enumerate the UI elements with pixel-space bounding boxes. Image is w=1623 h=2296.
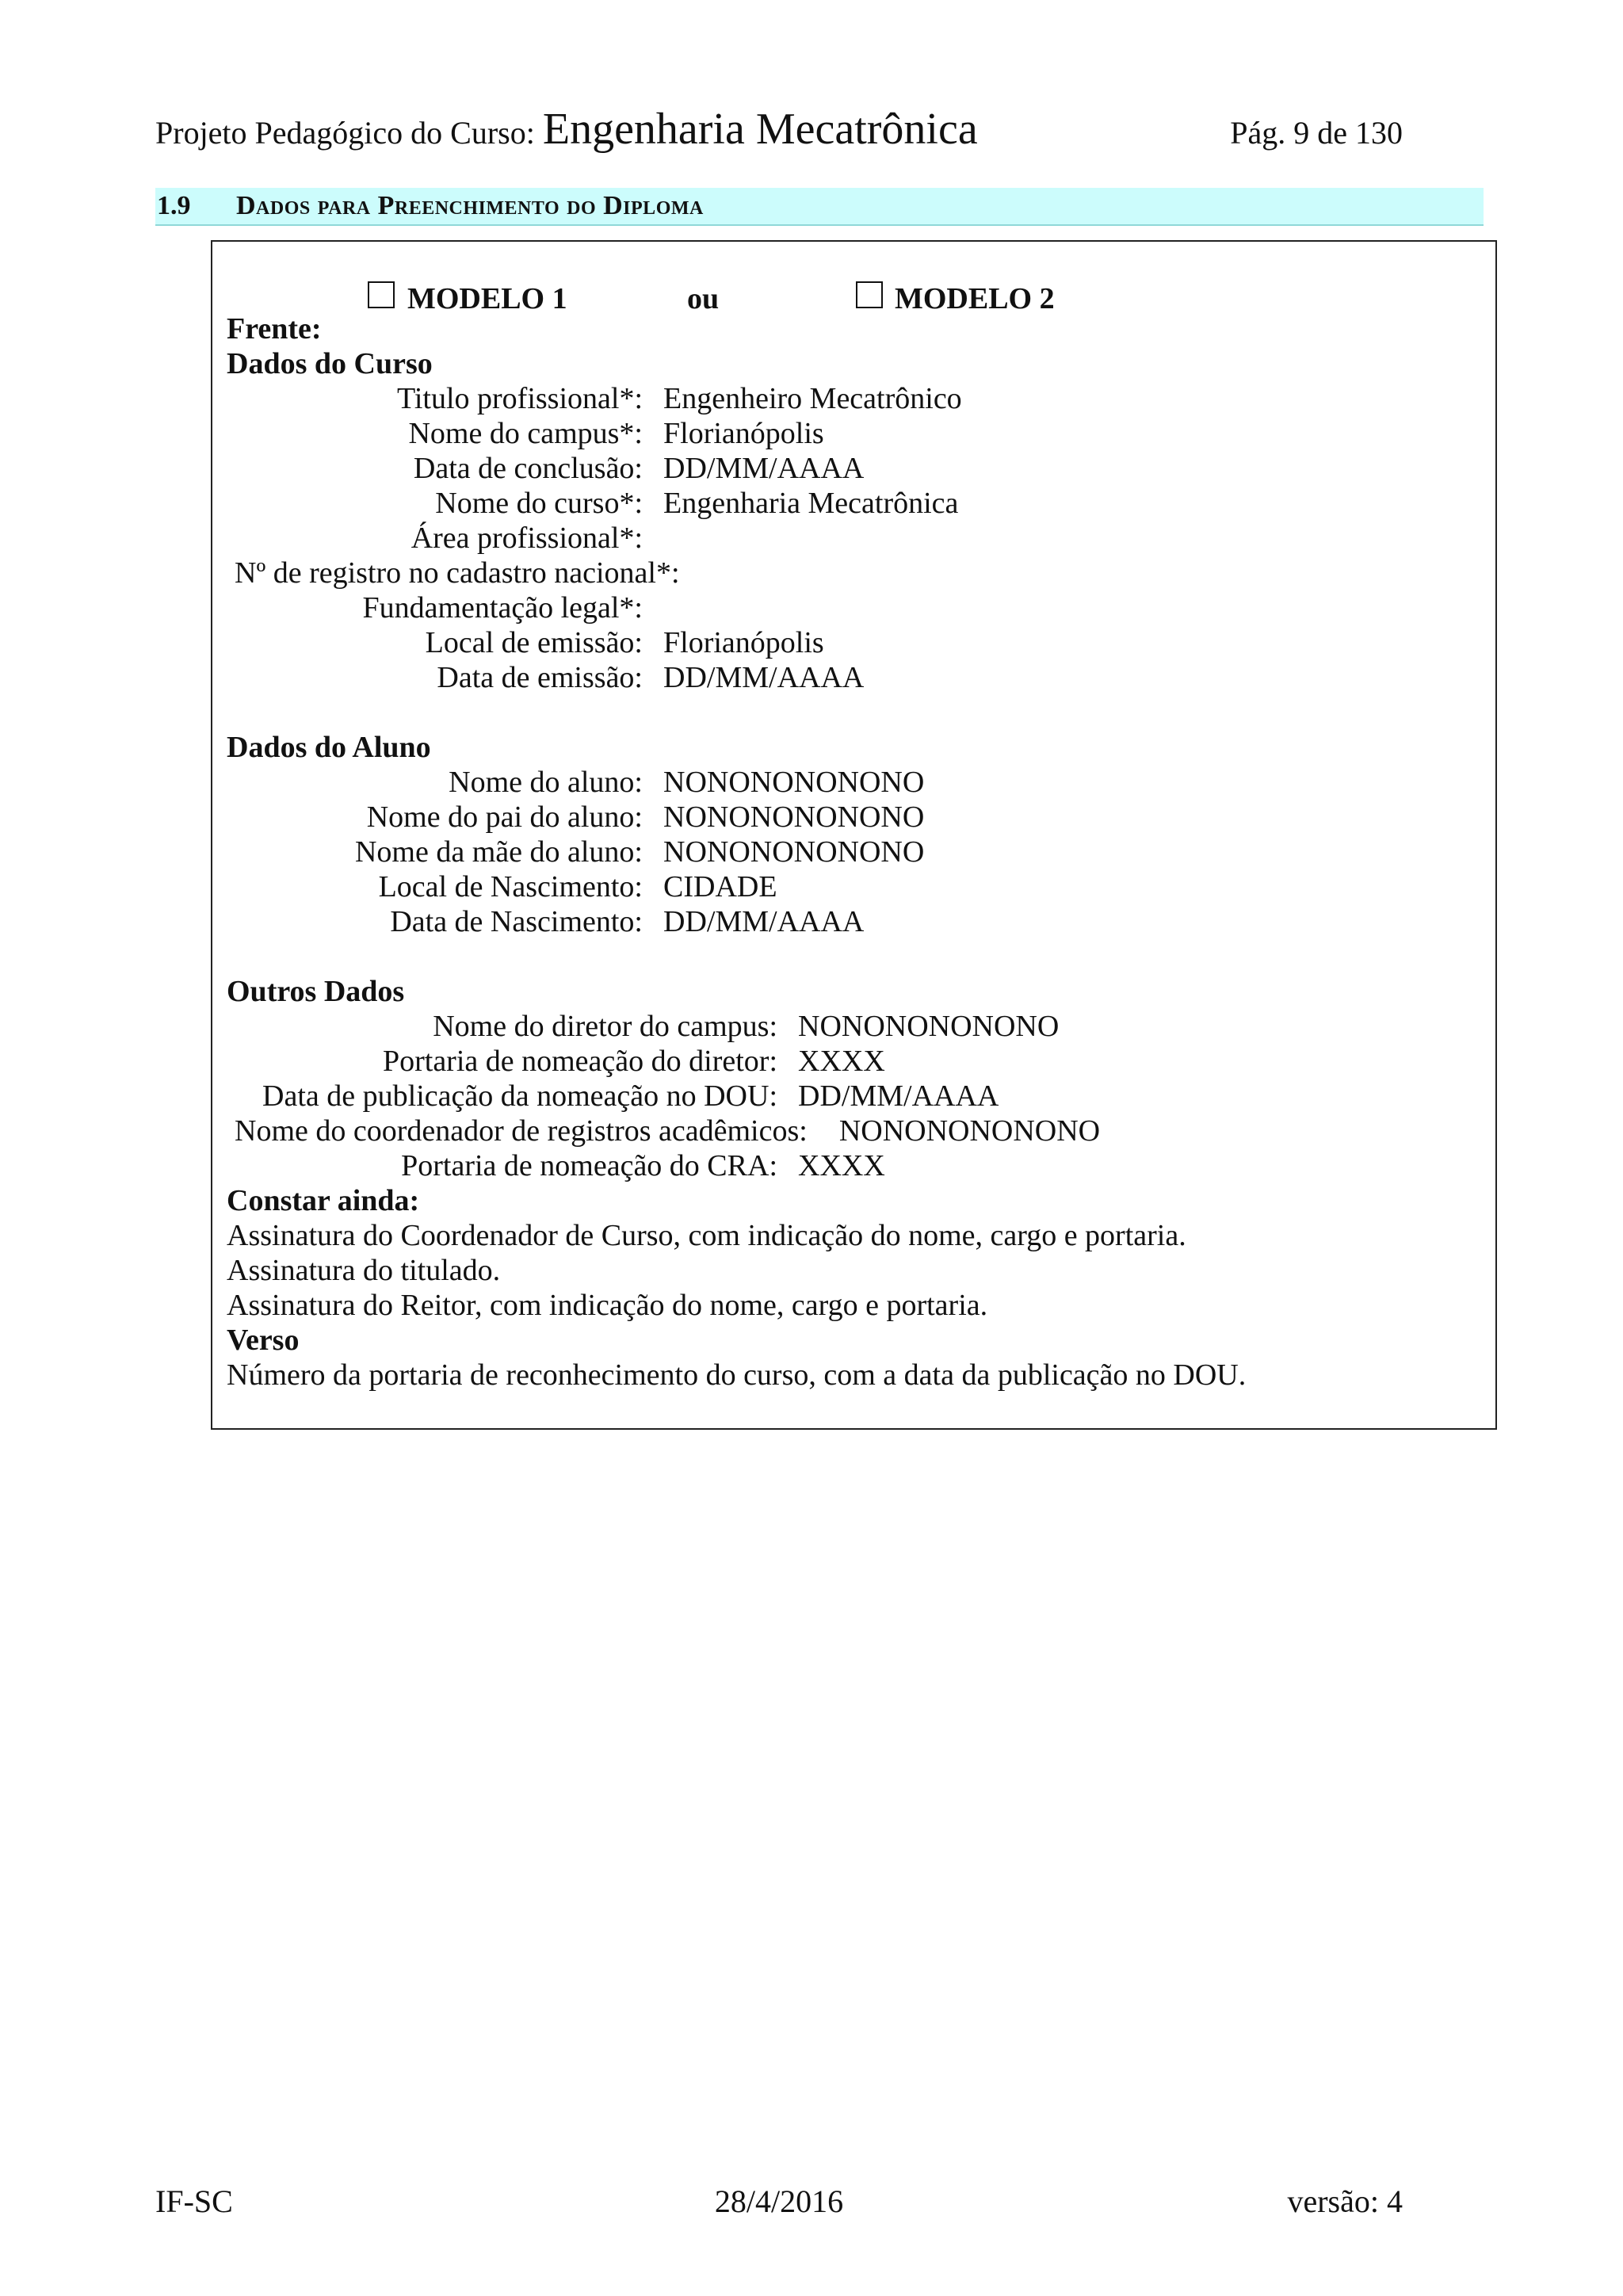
aluno-heading: Dados do Aluno xyxy=(227,731,431,764)
field-row xyxy=(227,660,1481,695)
footer-institution: IF-SC xyxy=(155,2183,233,2219)
verso-line: Número da portaria de reconhecimento do curso, com a data da publicação no DOU. xyxy=(227,1358,1247,1392)
field-row xyxy=(227,1114,1481,1148)
field-label: Nome do curso*: xyxy=(435,487,643,520)
field-value: Engenheiro Mecatrônico xyxy=(663,382,962,415)
field-row xyxy=(227,625,1481,660)
field-label: Portaria de nomeação do diretor: xyxy=(382,1045,777,1078)
field-label: Nome da mãe do aluno: xyxy=(354,835,643,869)
verso-heading: Verso xyxy=(227,1324,300,1357)
field-value xyxy=(643,521,663,556)
field-row xyxy=(227,904,1481,939)
spacer xyxy=(227,939,1481,974)
field-value: NONONONONONO xyxy=(663,835,925,869)
field-value: NONONONONONO xyxy=(663,800,925,834)
field-label: Nome do coordenador de registros acadêmicos: xyxy=(235,1114,808,1148)
course-name: Engenharia Mecatrônica xyxy=(542,105,978,154)
field-label: Data de emissão: xyxy=(437,661,643,694)
field-label: Nome do campus*: xyxy=(408,417,643,450)
field-label: Nº de registro no cadastro nacional*: xyxy=(235,556,680,590)
field-row xyxy=(227,1009,1481,1044)
field-label: Data de Nascimento: xyxy=(390,905,643,938)
header-title xyxy=(155,105,978,157)
model-2-checkbox[interactable] xyxy=(856,281,883,308)
field-row xyxy=(227,556,1481,590)
field-label: Local de emissão: xyxy=(425,626,643,659)
field-value: NONONONONONO xyxy=(838,1114,1101,1148)
field-label: Data de conclusão: xyxy=(413,452,643,485)
project-label: Projeto Pedagógico do Curso: xyxy=(155,115,535,151)
field-row xyxy=(227,800,1481,835)
field-label: Área profissional*: xyxy=(411,521,643,555)
field-row xyxy=(227,835,1481,869)
field-value: Engenharia Mecatrônica xyxy=(663,487,959,520)
field-value xyxy=(643,590,663,625)
constar-line: Assinatura do Coordenador de Curso, com indicação do nome, cargo e portaria. xyxy=(227,1219,1186,1252)
front-label: Frente: xyxy=(227,312,322,346)
page-number: Pág. 9 de 130 xyxy=(1230,115,1403,151)
page-header xyxy=(155,94,1403,157)
field-label: Fundamentação legal*: xyxy=(362,591,643,625)
model-2-label: MODELO 2 xyxy=(895,282,1055,315)
footer-version: versão: 4 xyxy=(1287,2183,1403,2219)
field-label: Local de Nascimento: xyxy=(378,870,643,904)
field-row xyxy=(227,590,1481,625)
model-1-checkbox[interactable] xyxy=(368,281,395,308)
field-row xyxy=(227,1148,1481,1183)
field-value: NONONONONONO xyxy=(798,1010,1060,1043)
curso-heading: Dados do Curso xyxy=(227,347,433,380)
constar-heading: Constar ainda: xyxy=(227,1184,420,1217)
field-value: CIDADE xyxy=(663,870,777,904)
field-value: Florianópolis xyxy=(663,626,824,659)
model-1-label: MODELO 1 xyxy=(407,282,567,315)
field-label: Data de publicação da nomeação no DOU: xyxy=(262,1079,777,1113)
constar-line: Assinatura do titulado. xyxy=(227,1254,501,1287)
diploma-data-box xyxy=(211,240,1497,1430)
or-label: ou xyxy=(687,282,720,315)
field-row xyxy=(227,416,1481,451)
footer-date: 28/4/2016 xyxy=(714,2183,844,2219)
field-value: Florianópolis xyxy=(663,417,824,450)
field-row xyxy=(227,869,1481,904)
spacer xyxy=(227,695,1481,730)
field-value: XXXX xyxy=(798,1149,885,1182)
field-value: DD/MM/AAAA xyxy=(663,661,865,694)
field-value: XXXX xyxy=(798,1045,885,1078)
field-label: Titulo profissional*: xyxy=(396,382,643,415)
field-row xyxy=(227,521,1481,556)
field-value: DD/MM/AAAA xyxy=(663,905,865,938)
field-label: Nome do diretor do campus: xyxy=(433,1010,777,1043)
field-value: DD/MM/AAAA xyxy=(798,1079,999,1113)
field-value: DD/MM/AAAA xyxy=(663,452,865,485)
constar-line: Assinatura do Reitor, com indicação do nome, cargo e portaria. xyxy=(227,1289,988,1322)
field-row xyxy=(227,486,1481,521)
section-title: Dados para Preenchimento do Diploma xyxy=(236,191,704,220)
field-row xyxy=(227,1079,1481,1114)
form-content xyxy=(227,311,1481,1392)
field-label: Nome do pai do aluno: xyxy=(366,800,643,834)
field-label: Portaria de nomeação do CRA: xyxy=(401,1149,777,1182)
field-value: NONONONONONO xyxy=(663,766,925,799)
field-row xyxy=(227,765,1481,800)
section-heading xyxy=(155,188,1484,226)
field-row xyxy=(227,451,1481,486)
field-row xyxy=(227,381,1481,416)
section-number: 1.9 xyxy=(157,191,191,220)
outros-heading: Outros Dados xyxy=(227,975,405,1008)
field-row xyxy=(227,1044,1481,1079)
page-footer xyxy=(155,2178,1403,2225)
field-label: Nome do aluno: xyxy=(449,766,643,799)
